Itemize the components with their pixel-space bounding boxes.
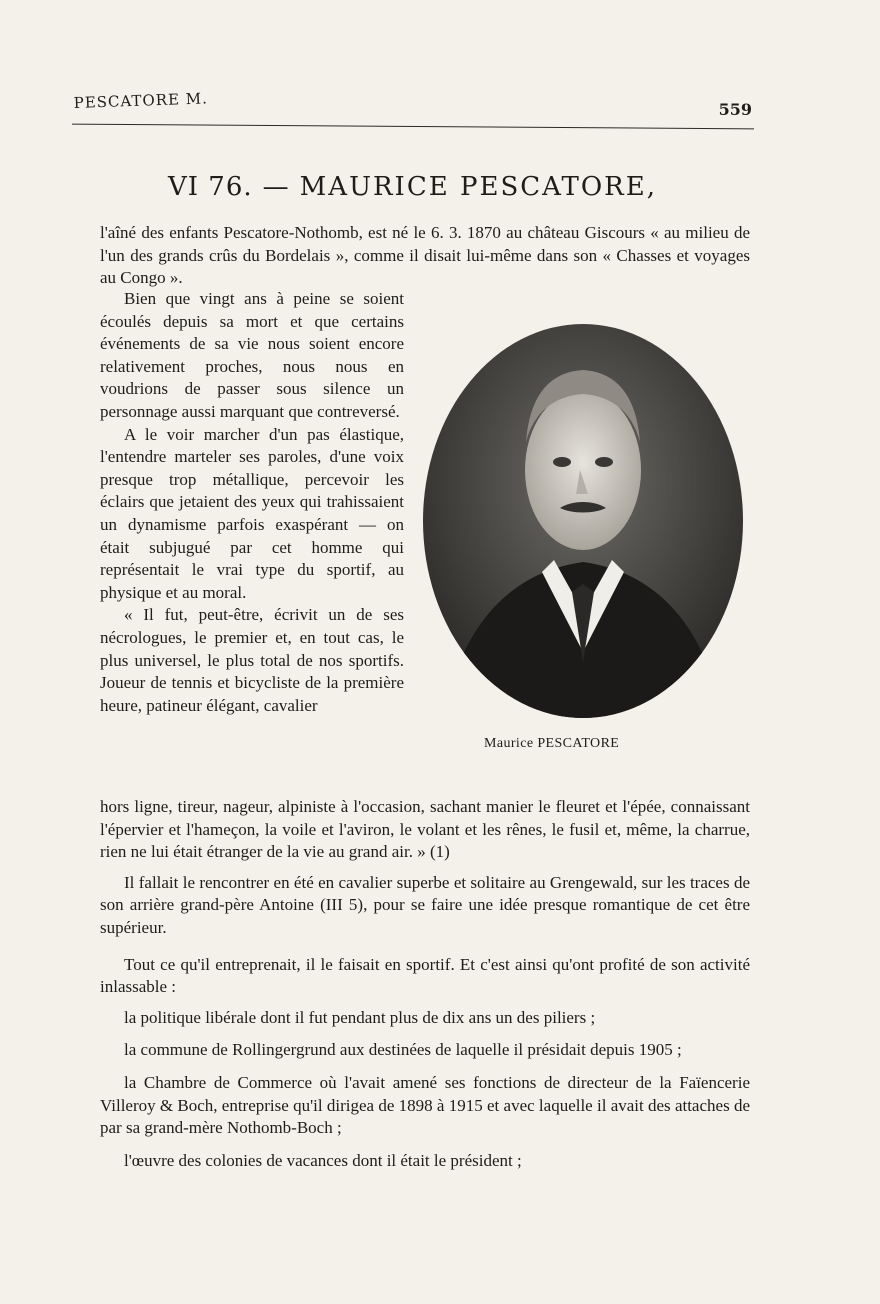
portrait-photo [422,322,744,720]
section-number: VI 76. [168,172,253,202]
page-number: 559 [718,100,752,119]
intro-paragraph: l'aîné des enfants Pescatore-Nothomb, est né le 6. 3. 1870 au château Giscours « au milieu de l'un des grands crûs du Bordelais », comme il disait lui-même dans son « Chasses et voyages au Congo ». [100,223,750,288]
list-item: la politique libérale dont il fut pendant plus de dix ans un des piliers ; [124,1007,596,1027]
paragraph-1: Bien que vingt ans à peine se soient écoulés depuis sa mort et que certains événements de sa vie nous soient encore relativement proches, nous nous en voudrions de passer sous silence un personnage aussi marquant que contreversé. [100,289,404,421]
running-head: PESCATORE M. [73,89,209,112]
paragraph-3: « Il fut, peut-être, écrivit un de ses nécrologues, le premier et, en tout cas, le plus universel, le plus total de nos sportifs. Joueur de tennis et bicycliste de la première heure, patineur élégant, cavalier [100,605,404,715]
wrapped-column [100,288,404,717]
body-paragraph-1: Il fallait le rencontrer en été en cavalier superbe et solitaire au Grengewald, sur les traces de son arrière grand-père Antoine (III 5), pour se faire une idée presque romantique de cet être supérieur. [100,872,750,937]
list-item: l'œuvre des colonies de vacances dont il était le président ; [124,1150,522,1170]
body-paragraph-2: Tout ce qu'il entreprenait, il le faisait en sportif. Et c'est ainsi qu'ont profité de son activité inlassable : [100,954,750,997]
list-item: la Chambre de Commerce où l'avait amené ses fonctions de directeur de la Faïencerie Villeroy & Boch, entreprise qu'il dirigea de 1898 à 1915 et avec laquelle il avait des attaches de par sa grand-mère Nothomb-Boch ; [100,1072,750,1138]
main-text [100,796,750,1182]
section-dash: — [262,172,290,202]
paragraph-2: A le voir marcher d'un pas élastique, l'entendre marteler ses paroles, d'une voix presque trop métallique, percevoir les éclairs que jetaient des yeux qui trahissaient un dynamisme parfois exaspérant — on était subjugué par cet homme qui représentait le vrai type du sportif, au physique et au moral. [100,424,404,602]
section-heading [168,172,657,202]
portrait-image [422,322,744,720]
list-item: la commune de Rollingergrund aux destinées de laquelle il présidait depuis 1905 ; [124,1040,682,1060]
photo-caption: Maurice PESCATORE [484,736,620,751]
section-title: MAURICE PESCATORE, [299,172,657,202]
continuation-paragraph: hors ligne, tireur, nageur, alpiniste à l'occasion, sachant manier le fleuret et l'épée, connaissant l'épervier et l'hameçon, la voile et l'aviron, le volant et les rênes, le fusil et, même, la charrue, rien ne lui était étranger de la vie au grand air. » (1) [100,797,750,862]
header-rule [72,124,754,130]
